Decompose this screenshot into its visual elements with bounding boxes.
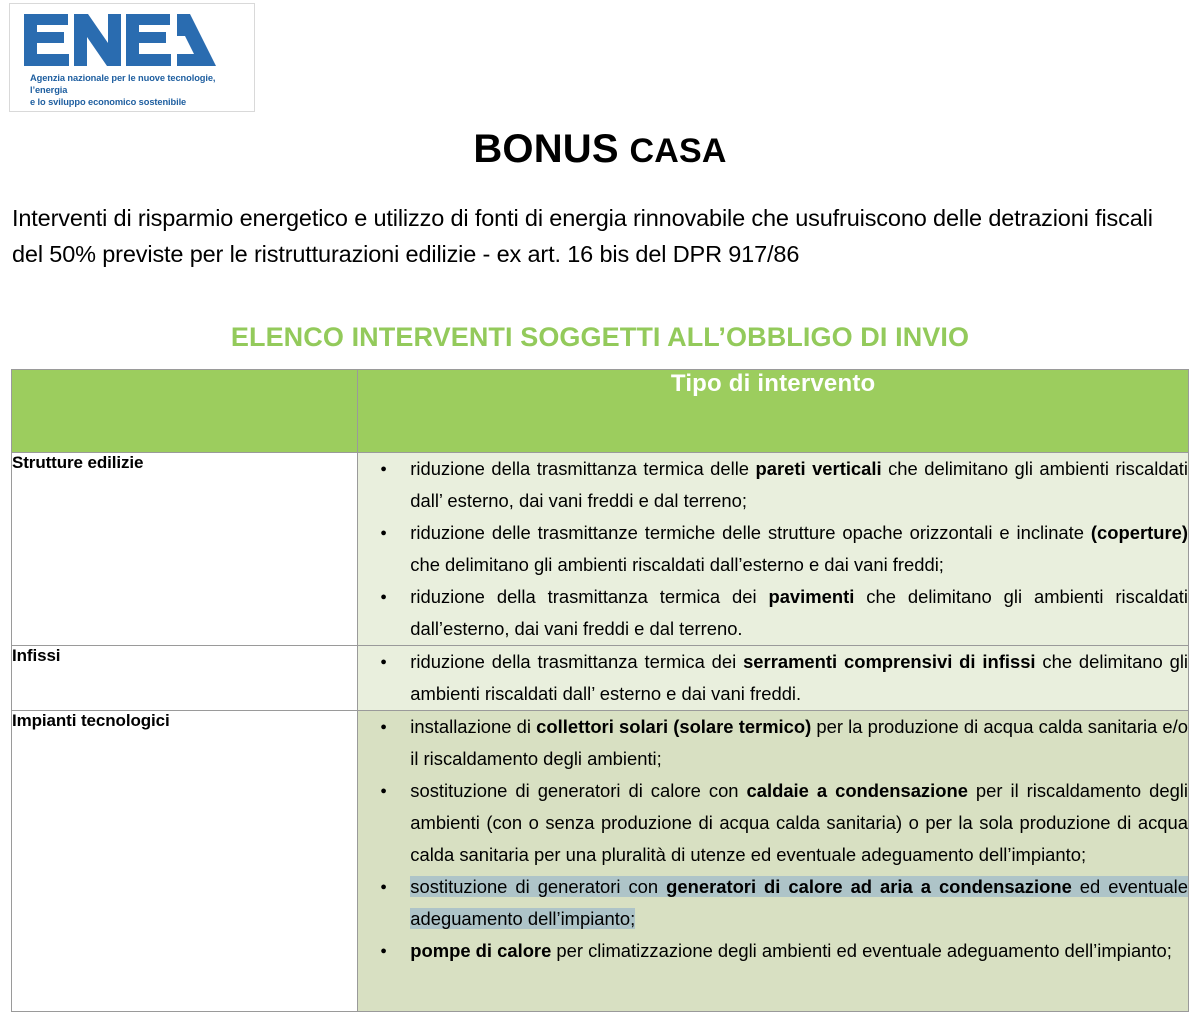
list-item: ● riduzione della trasmittanza termica delle pareti verticali che delimitano gli ambienti riscaldati dall’ esterno, dai vani freddi e dal terreno; [358, 453, 1188, 517]
list-item-highlighted: ● sostituzione di generatori con generatori di calore ad aria a condensazione ed eventuale adeguamento dell’impianto; [358, 871, 1188, 935]
bullet-list [358, 646, 1188, 710]
table-row [12, 453, 1189, 646]
section-heading: ELENCO INTERVENTI SOGGETTI ALL’OBBLIGO DI INVIO [230, 322, 970, 352]
page-title-bonus: BONUS [473, 127, 619, 171]
row-items-impianti-tecnologici [358, 711, 1189, 1012]
page-title-casa: CASA [629, 132, 727, 170]
row-items-strutture-edilizie [358, 453, 1189, 646]
row-category-infissi: Infissi [12, 646, 358, 711]
interventions-table [11, 369, 1189, 1012]
page-title [0, 125, 1200, 175]
list-item: ● sostituzione di generatori di calore con caldaie a condensazione per il riscaldamento degli ambienti (con o senza produzione di acqua calda sanitaria) o per la sola produzione di acqua calda sanitaria per una pluralità di utenze ed eventuale adeguamento dell’impianto; [358, 775, 1188, 871]
enea-tagline [30, 72, 245, 108]
table-header-row [12, 370, 1189, 453]
enea-logo-icon [22, 10, 217, 70]
list-item: ● installazione di collettori solari (solare termico) per la produzione di acqua calda sanitaria e/o il riscaldamento degli ambienti; [358, 711, 1188, 775]
list-item: ● pompe di calore per climatizzazione degli ambienti ed eventuale adeguamento dell’impianto; [358, 935, 1188, 967]
table-row [12, 711, 1189, 1012]
list-item: ● riduzione della trasmittanza termica dei pavimenti che delimitano gli ambienti riscaldati dall’esterno, dai vani freddi e dal terreno. [358, 581, 1188, 645]
table-row [12, 646, 1189, 711]
list-item: ● riduzione delle trasmittanze termiche delle strutture opache orizzontali e inclinate (coperture) che delimitano gli ambienti riscaldati dall’esterno e dai vani freddi; [358, 517, 1188, 581]
enea-logo-box [9, 3, 255, 112]
row-category-impianti-tecnologici: Impianti tecnologici [12, 711, 358, 1012]
bullet-list [358, 711, 1188, 967]
table-header-empty [12, 370, 358, 453]
row-items-infissi [358, 646, 1189, 711]
table-header-tipo-intervento: Tipo di intervento [358, 370, 1189, 453]
list-item: ● riduzione della trasmittanza termica dei serramenti comprensivi di infissi che delimitano gli ambienti riscaldati dall’ esterno e dai vani freddi. [358, 646, 1188, 710]
enea-tagline-line2: e lo sviluppo economico sostenibile [30, 97, 187, 107]
row-category-strutture-edilizie: Strutture edilizie [12, 453, 358, 646]
enea-tagline-line1: Agenzia nazionale per le nuove tecnologie, l’energia [30, 73, 216, 95]
bullet-list [358, 453, 1188, 645]
page-subtitle: Interventi di risparmio energetico e utilizzo di fonti di energia rinnovabile che usufruiscono delle detrazioni fiscali del 50% previste per le ristrutturazioni edilizie - ex art. 16 bis del DPR 917/86 [12, 205, 1153, 267]
